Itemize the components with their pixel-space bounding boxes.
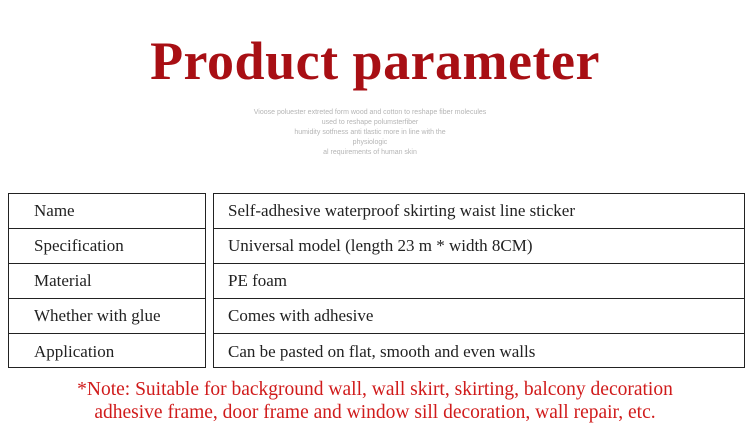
value-cell-name: Self-adhesive waterproof skirting waist line sticker bbox=[214, 194, 744, 229]
usage-note bbox=[0, 378, 750, 424]
label-cell-application: Application bbox=[34, 341, 115, 361]
description-line: Vioose poluester extreted form wood and cotton to reshape fiber molecules bbox=[253, 109, 487, 116]
description-text bbox=[200, 108, 540, 158]
value-cell-application: Can be pasted on flat, smooth and even walls bbox=[228, 341, 536, 361]
page-title: Product parameter bbox=[150, 31, 600, 91]
value-cell-specification: Universal model (length 23 m * width 8CM) bbox=[214, 229, 744, 264]
label-cell-material: Material bbox=[9, 264, 205, 299]
parameter-labels-table bbox=[8, 193, 206, 368]
label-cell-name: Name bbox=[9, 194, 205, 229]
value-cell-material: PE foam bbox=[214, 264, 744, 299]
description-line: humidity sotfness anti tlastic more in line with the bbox=[294, 129, 446, 136]
usage-note-line-1: *Note: Suitable for background wall, wall skirt, skirting, balcony decoration bbox=[77, 379, 673, 400]
usage-note-line-2: adhesive frame, door frame and window sill decoration, wall repair, etc. bbox=[94, 402, 656, 423]
value-cell-glue: Comes with adhesive bbox=[214, 299, 744, 334]
description-line: al requirements of human skin bbox=[323, 149, 417, 156]
parameter-values-table bbox=[213, 193, 745, 368]
label-cell-specification: Specification bbox=[9, 229, 205, 264]
description-line: physiologic bbox=[352, 139, 388, 146]
description-line: used to reshape polumsterfiber bbox=[321, 119, 419, 126]
label-cell-glue: Whether with glue bbox=[9, 299, 205, 334]
